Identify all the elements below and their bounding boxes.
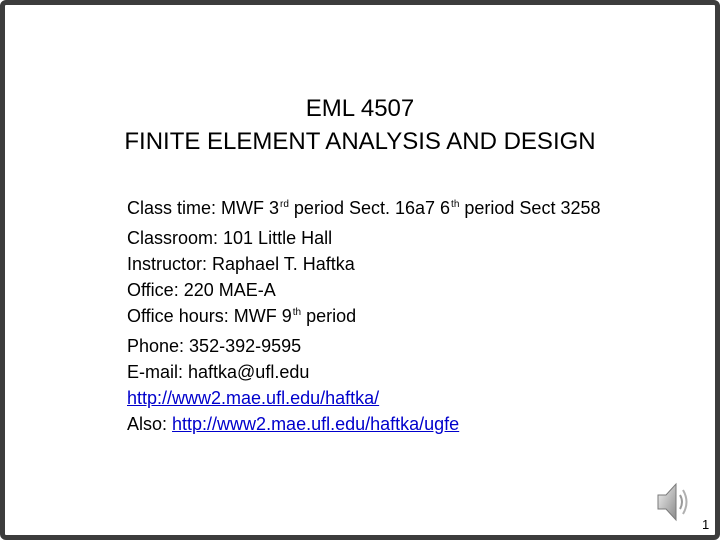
class-time-suffix: period Sect 3258: [459, 198, 601, 218]
slide-number: 1: [702, 517, 710, 532]
speaker-icon[interactable]: [656, 478, 690, 526]
classroom-line: Classroom: 101 Little Hall: [127, 228, 333, 248]
class-time-prefix: Class time: MWF 3: [127, 198, 280, 218]
class-time-mid: period Sect. 16a7 6: [288, 198, 451, 218]
title-line-course-name: FINITE ELEMENT ANALYSIS AND DESIGN: [124, 128, 596, 155]
office-line: Office: 220 MAE-A: [127, 280, 276, 300]
title-line-course-code: EML 4507: [305, 95, 415, 122]
email-line: E-mail: haftka@ufl.edu: [127, 362, 310, 382]
class-time-sup-th: th: [451, 199, 460, 210]
slide-body: [127, 195, 657, 437]
phone-line: Phone: 352-392-9595: [127, 336, 302, 356]
office-hours-prefix: Office hours: MWF 9: [127, 306, 292, 326]
instructor-line: Instructor: Raphael T. Haftka: [127, 254, 355, 274]
ugfe-link[interactable]: http://www2.mae.ufl.edu/haftka/ugfe: [172, 414, 460, 434]
website-link[interactable]: http://www2.mae.ufl.edu/haftka/: [127, 388, 380, 408]
office-hours-line: [127, 303, 657, 333]
website-line: [127, 385, 657, 411]
also-line: [127, 411, 657, 437]
class-time-line: [127, 195, 657, 225]
class-time-sup-rd: rd: [280, 199, 289, 210]
slide-title: [0, 92, 720, 158]
office-hours-sup: th: [292, 307, 302, 318]
office-hours-suffix: period: [301, 306, 357, 326]
also-label: Also:: [127, 414, 173, 434]
